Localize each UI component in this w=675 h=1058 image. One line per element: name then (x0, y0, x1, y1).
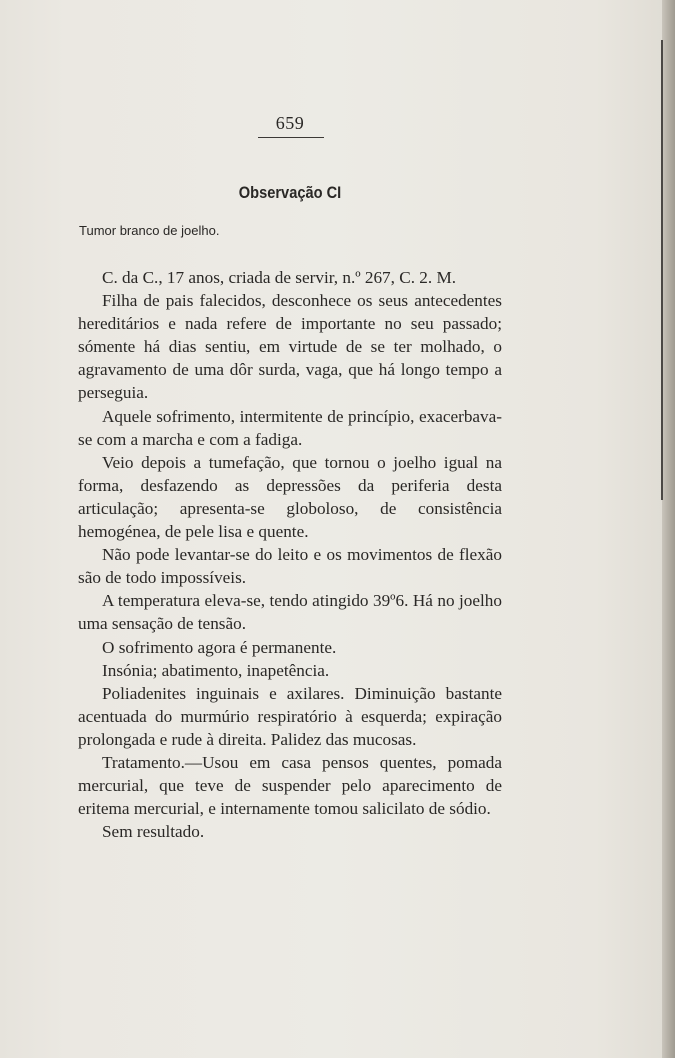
paragraph: C. da C., 17 anos, criada de servir, n.º 267, C. 2. M. (102, 268, 457, 287)
paragraph: Filha de pais falecidos, desconhece os seus antecedentes hereditários e nada refere de importante no seu passado; sómente há dias sentiu, em virtude de se ter molhado, o agravamento de uma dôr surda, vaga, que há longo tempo a perseguia. (78, 291, 502, 403)
paragraph: Aquele sofrimento, intermitente de princípio, exacerbava-se com a marcha e com a fadiga. (78, 406, 502, 449)
page-number-rule (258, 137, 324, 138)
page-number: 659 (275, 113, 305, 133)
paragraph: Sem resultado. (102, 822, 205, 842)
paragraph: Insónia; abatimento, inapetência. (102, 660, 330, 680)
case-body (78, 266, 502, 843)
paragraph: O sofrimento agora é permanente. (102, 637, 337, 657)
binding-line (661, 40, 663, 500)
observation-heading: Observação CI (238, 183, 342, 202)
paragraph: Veio depois a tumefação, que tornou o joelho igual na forma, desfazendo as depressões da periferia desta articulação; apresenta-se globoloso, de consistência hemogénea, de pele lisa e quente. (78, 452, 502, 542)
paragraph: Não pode levantar-se do leito e os movimentos de flexão são de todo impossíveis. (78, 545, 502, 588)
paragraph: A temperatura eleva-se, tendo atingido 39º6. Há no joelho uma sensação de tensão. (78, 591, 502, 634)
paragraph: Tratamento.—Usou em casa pensos quentes, pomada mercurial, que teve de suspender pelo aparecimento de eritema mercurial, e internamente tomou salicilato de sódio. (78, 752, 502, 819)
case-subtitle: Tumor branco de joelho. (79, 223, 220, 238)
paragraph: Poliadenites inguinais e axilares. Diminuição bastante acentuada do murmúrio respiratório à esquerda; expiração prolongada e rude à direita. Palidez das mucosas. (78, 683, 502, 749)
book-edge (662, 0, 675, 1058)
